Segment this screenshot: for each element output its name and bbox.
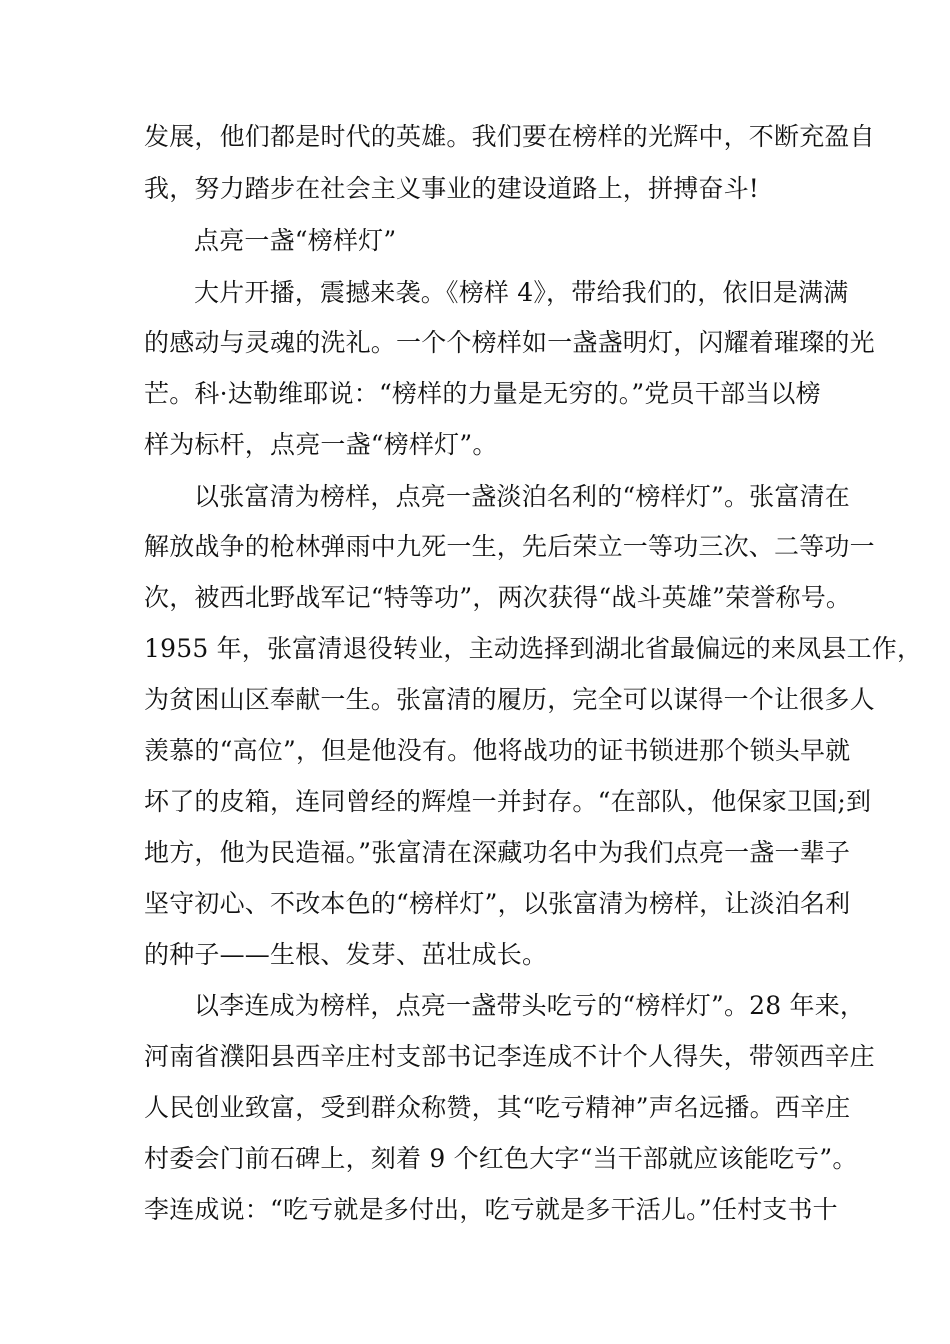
text-line: 地方，他为民造福。”张富清在深藏功名中为我们点亮一盏一辈子 <box>144 838 851 867</box>
text-line: 次，被西北野战军记“特等功”，两次获得“战斗英雄”荣誉称号。 <box>144 583 852 612</box>
text-line: 人民创业致富，受到群众称赞，其“吃亏精神”声名远播。西辛庄 <box>144 1093 851 1122</box>
text-line: 以张富清为榜样，点亮一盏淡泊名利的“榜样灯”。张富清在 <box>194 482 850 511</box>
text-line: 我，努力踏步在社会主义事业的建设道路上，拼搏奋斗! <box>144 174 760 203</box>
text-line: 李连成说：“吃亏就是多付出，吃亏就是多干活儿。”任村支书十 <box>144 1195 838 1224</box>
text-line: 坚守初心、不改本色的“榜样灯”，以张富清为榜样，让淡泊名利 <box>144 889 851 918</box>
text-line: 解放战争的枪林弹雨中九死一生，先后荣立一等功三次、二等功一 <box>144 532 875 561</box>
text-line: 发展，他们都是时代的英雄。我们要在榜样的光辉中，不断充盈自 <box>144 122 875 151</box>
text-line: 羡慕的“高位”，但是他没有。他将战功的证书锁进那个锁头早就 <box>144 736 851 765</box>
text-line: 河南省濮阳县西辛庄村支部书记李连成不计个人得失，带领西辛庄 <box>144 1042 875 1071</box>
text-line: 为贫困山区奉献一生。张富清的履历，完全可以谋得一个让很多人 <box>144 685 875 714</box>
text-line: 的感动与灵魂的洗礼。一个个榜样如一盏盏明灯，闪耀着璀璨的光 <box>144 328 875 357</box>
text-line: 的种子——生根、发芽、茁壮成长。 <box>144 940 548 969</box>
text-line: 样为标杆，点亮一盏“榜样灯”。 <box>144 430 498 459</box>
text-line: 坏了的皮箱，连同曾经的辉煌一并封存。“在部队，他保家卫国;到 <box>144 787 872 816</box>
text-line: 大片开播，震撼来袭。《榜样 4》，带给我们的，依旧是满满 <box>194 278 849 307</box>
text-line: 芒。科·达勒维耶说：“榜样的力量是无穷的。”党员干部当以榜 <box>144 379 821 408</box>
text-line: 村委会门前石碑上，刻着 9 个红色大字“当干部就应该能吃亏”。 <box>144 1144 858 1173</box>
section-heading: 点亮一盏“榜样灯” <box>194 226 397 255</box>
text-line: 1955 年，张富清退役转业，主动选择到湖北省最偏远的来凤县工作， <box>144 634 923 663</box>
text-line: 以李连成为榜样，点亮一盏带头吃亏的“榜样灯”。28 年来， <box>194 991 866 1020</box>
